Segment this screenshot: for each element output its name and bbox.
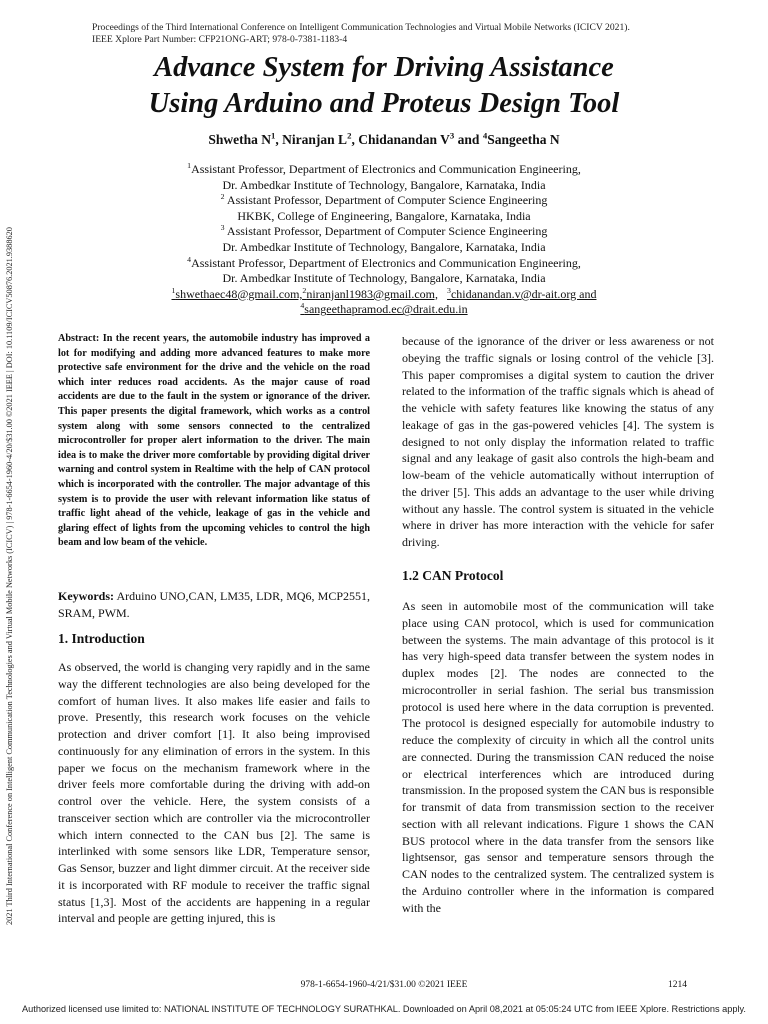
header-line-1: Proceedings of the Third International Conference on Intelligent Communication Technologies and Virtual Mobile Networks (ICICV 2021).	[92, 22, 630, 33]
author-1-sup: 1	[271, 130, 276, 141]
header-line-2: IEEE Xplore Part Number: CFP21ONG-ART; 978-0-7381-1183-4	[92, 34, 348, 45]
affiliation-line: Dr. Ambedkar Institute of Technology, Bangalore, Karnataka, India	[222, 271, 546, 286]
footer-copyright: 978-1-6654-1960-4/21/$31.00 ©2021 IEEE	[300, 980, 468, 990]
section-heading-can-protocol: 1.2 CAN Protocol	[402, 568, 504, 583]
keywords-text: Arduino UNO,CAN, LM35, LDR, MQ6, MCP2551, SRAM, PWM.	[58, 589, 370, 620]
affiliation-line: $^1$Assistant Professor, Department of Electronics and Communication Engineering,	[187, 161, 581, 176]
introduction-text: As observed, the world is changing very rapidly and in the same way the different technologies are also being developed for the comfort of human lives. It also makes life easier and fails to prove. Presently, this research work focuses on the vehicle protection and driver comfort [1]. It also being improvised continuously for any elimination of errors in the system. In this paper we focus on the mechanism framework where in the driver feels more comfortable during the driving with add-on control over the vehicle. Here, the system consists of a transceiver section which are controller via the microcontroller which intern connected to the CAN bus [2]. The same is interlinked with some sensors like LDR, Temperature sensor, Gas Sensor, buzzer and light dimmer circuit. At the receiver side it is incorporated with RF module to receiver the traffic signal status [1,3]. Most of the accidents are happening in a regular interval and people are getting injured, this is	[58, 660, 370, 926]
author-3: Chidanandan V	[358, 132, 450, 147]
email-link-4[interactable]: $^4$sangeethapramod.ec@drait.edu.in	[300, 301, 468, 317]
section-heading-introduction: 1. Introduction	[58, 631, 145, 646]
keywords	[58, 588, 370, 621]
email-line	[0, 287, 768, 303]
email-link-2[interactable]: $^2$niranjanl1983@gmail.com,	[302, 285, 439, 301]
affiliation-line: Dr. Ambedkar Institute of Technology, Bangalore, Karnataka, India	[222, 177, 546, 192]
affiliation-line: HKBK, College of Engineering, Bangalore, Karnataka, India	[237, 208, 531, 223]
affiliation-line: $^3$ Assistant Professor, Department of Computer Science Engineering	[220, 223, 548, 239]
title-line-2: Using Arduino and Proteus Design Tool	[148, 88, 620, 119]
email-link-3[interactable]: $^3$chidanandan.v@dr-ait.org and	[447, 285, 597, 301]
affiliations	[0, 162, 768, 318]
email-line	[0, 302, 768, 318]
side-doi-banner: 2021 Third International Conference on Intelligent Communication Technologies and Virtual Mobile Networks (ICICV) | 978-1-6654-1960-4/20/$31.00 ©2021 IEEE | DOI: 10.1109/ICICV50876.2021.9388620	[5, 227, 14, 925]
can-protocol-text: As seen in automobile most of the communication will take place using CAN protocol, which is used for communication between the systems. The main advantage of this protocol is it has very high-speed data transfer between the system nodes in duplex modes [2]. The nodes are connected to the microcontroller in serial fashion. The serial bus transmission protocol is used here where in the data corruption is prevented. The protocol is designed especially for automobile industry to reduce the complexity of circuity in which all the control units are connected. During the transmission CAN reduced the noise or electrical interferences which are introduced during transmission. In the proposed system the CAN bus is responsible for transmit of data from transmission section to the receiver section with all relevant indications. Figure 1 shows the CAN BUS protocol where in the data transfer from the sensors like lightsensor, gas sensor and temperature sensors through the CAN nodes to the centralized system. The centralized system is the Arduino controller where in the information is compared with the	[402, 599, 714, 915]
affiliation-line: $^2$ Assistant Professor, Department of Computer Science Engineering	[220, 192, 548, 208]
abstract	[58, 332, 370, 551]
author-separator: ,	[351, 132, 359, 147]
author-separator: and	[454, 132, 483, 147]
keywords-label: Keywords:	[58, 589, 114, 603]
license-notice: Authorized licensed use limited to: NATIONAL INSTITUTE OF TECHNOLOGY SURATHKAL. Downloaded on April 08,2021 at 05:05:24 UTC from IEEE Xplore. Restrictions apply.	[22, 1004, 746, 1014]
author-4-sup: 4	[482, 130, 488, 141]
author-list	[0, 132, 768, 148]
author-2-sup: 2	[347, 130, 352, 141]
author-1: Shwetha N	[208, 132, 272, 147]
affiliation-line: $^4$Assistant Professor, Department of Electronics and Communication Engineering,	[187, 254, 581, 270]
title-line-1: Advance System for Driving Assistance	[154, 52, 614, 83]
abstract-label: Abstract	[58, 333, 96, 344]
author-separator: ,	[275, 132, 283, 147]
abstract-text: : In the recent years, the automobile industry has improved a lot for modifying and adding more advanced features to make more protective safe environment for the drive and the vehicle on the road which inter reduces road accidents. As the major cause of road accidents are due to the fault in the system or ignorance of the driver. This paper presents the digital framework, which works as a control system along with some sensors connected to the centralized microcontroller for proper alert information to the driver. The main idea is to make the driver more comfortable by providing digital driver warning and control system in Realtime with the help of CAN protocol which is incorporated with the controller. The major advantage of this system is to provide the user with relevant information like status of traffic light ahead of the vehicle, leakage of gas in the vehicle and glaring effect of lights from the upcoming vehicles to control the high beam and low beam of the vehicle.	[58, 333, 370, 549]
author-2: Niranjan L	[282, 132, 348, 147]
page-number: 1214	[668, 980, 687, 990]
author-3-sup: 3	[449, 130, 455, 141]
email-link-1[interactable]: $^1$shwethaec48@gmail.com,	[171, 285, 303, 301]
proceedings-header	[92, 22, 630, 46]
author-4: Sangeetha N	[487, 132, 560, 147]
affiliation-line: Dr. Ambedkar Institute of Technology, Bangalore, Karnataka, India	[222, 239, 546, 254]
right-column-text: because of the ignorance of the driver or less awareness or not obeying the traffic signals or losing control of the vehicle [3]. This paper compromises a digital system to caution the driver related to the information of the traffic signals which is ahead of the vehicle with safety features like knowing the status of any leakage of gas in the gas-powered vehicles [4]. The system is designed to not only display the information related to traffic signal and any leakage of gasit also controls the high-beam and low-beam of the vehicle automatically without interruption of the driver [5]. This adds an advantage to the user while driving without any hassle. The control system is situated in the vehicle where in driver has more interaction with the vehicle for safer driving.	[402, 334, 714, 549]
paper-title	[0, 50, 768, 122]
